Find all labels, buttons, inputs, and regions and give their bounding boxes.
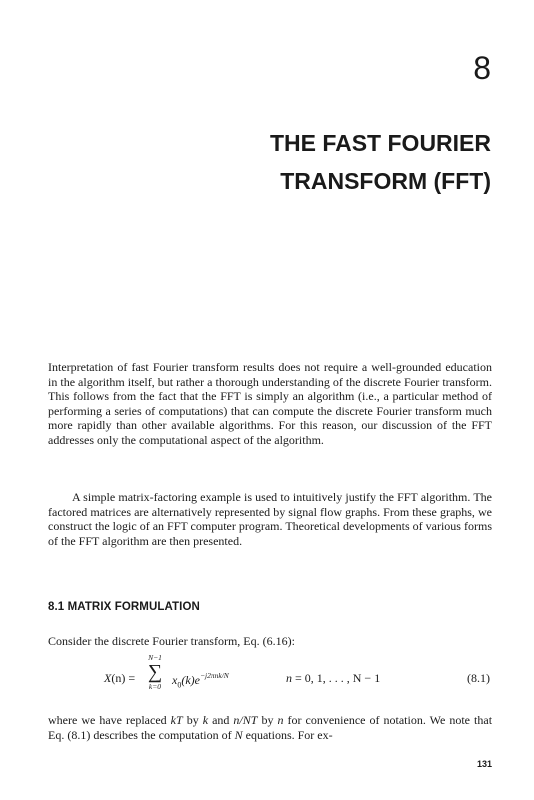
summation-symbol: ∑: [147, 661, 163, 683]
paragraph-notation: [48, 713, 492, 742]
equation-lhs-function: X: [104, 671, 112, 685]
notation-text-6: equations. For ex-: [242, 727, 333, 742]
notation-text-2: by: [182, 713, 203, 727]
equation-lhs: [104, 671, 135, 686]
summation: [145, 653, 165, 691]
range-variable: n: [286, 671, 292, 685]
notation-N: N: [234, 727, 243, 742]
notation-text-5: for convenience of notation. We note that Eq. (8.1) describes the computation of: [48, 713, 493, 742]
chapter-title: [0, 124, 491, 200]
notation-kT: kT: [170, 713, 183, 727]
notation-text-4: by: [257, 713, 278, 727]
summation-upper-limit: N−1: [148, 653, 162, 662]
chapter-number: 8: [473, 50, 491, 86]
equation-lhs-argument: (n) =: [111, 671, 136, 685]
section-intro-text: Consider the discrete Fourier transform, Eq. (6.16):: [48, 634, 295, 648]
notation-nNT: n/NT: [233, 713, 258, 727]
term-base: x: [172, 673, 178, 687]
notation-k: k: [202, 713, 209, 727]
term-exponent: −j2πnk/N: [199, 671, 229, 680]
notation-text-1: where we have replaced: [48, 713, 171, 727]
term-subscript: 0: [177, 680, 182, 690]
equation-term: [172, 671, 229, 689]
equation-range: [286, 671, 380, 686]
page-number: 131: [476, 759, 492, 769]
section-heading: 8.1 MATRIX FORMULATION: [48, 601, 200, 613]
summation-lower-limit: k=0: [148, 682, 162, 691]
range-values: = 0, 1, . . . , N − 1: [295, 671, 381, 685]
equation-8-1: [48, 653, 492, 701]
paragraph-overview: A simple matrix-factoring example is used to intuitively justify the FFT algorithm. The factored matrices are alternatively represented by signal flow graphs. From these graphs, we construct the logic of an FFT computer program. Theoretical developments of various forms of the FFT algorithm are then presented.: [48, 490, 492, 548]
notation-text-3: and: [208, 713, 234, 727]
chapter-title-line-1: THE FAST FOURIER: [269, 130, 491, 156]
notation-n: n: [277, 713, 284, 727]
paragraph-intro: Interpretation of fast Fourier transform results does not require a well-grounded education in the algorithm itself, but rather a thorough understanding of the discrete Fourier transform. This follows from the fact that the FFT is simply an algorithm (i.e., a particular method of performing a series of computations) that can compute the discrete Fourier transform much more rapidly than other available algorithms. For this reason, our discussion of the FFT addresses only the computational aspect of the algorithm.: [48, 360, 492, 447]
equation-label: (8.1): [467, 671, 490, 685]
term-argument: (k)e: [181, 673, 200, 687]
chapter-title-line-2: TRANSFORM (FFT): [280, 168, 491, 194]
